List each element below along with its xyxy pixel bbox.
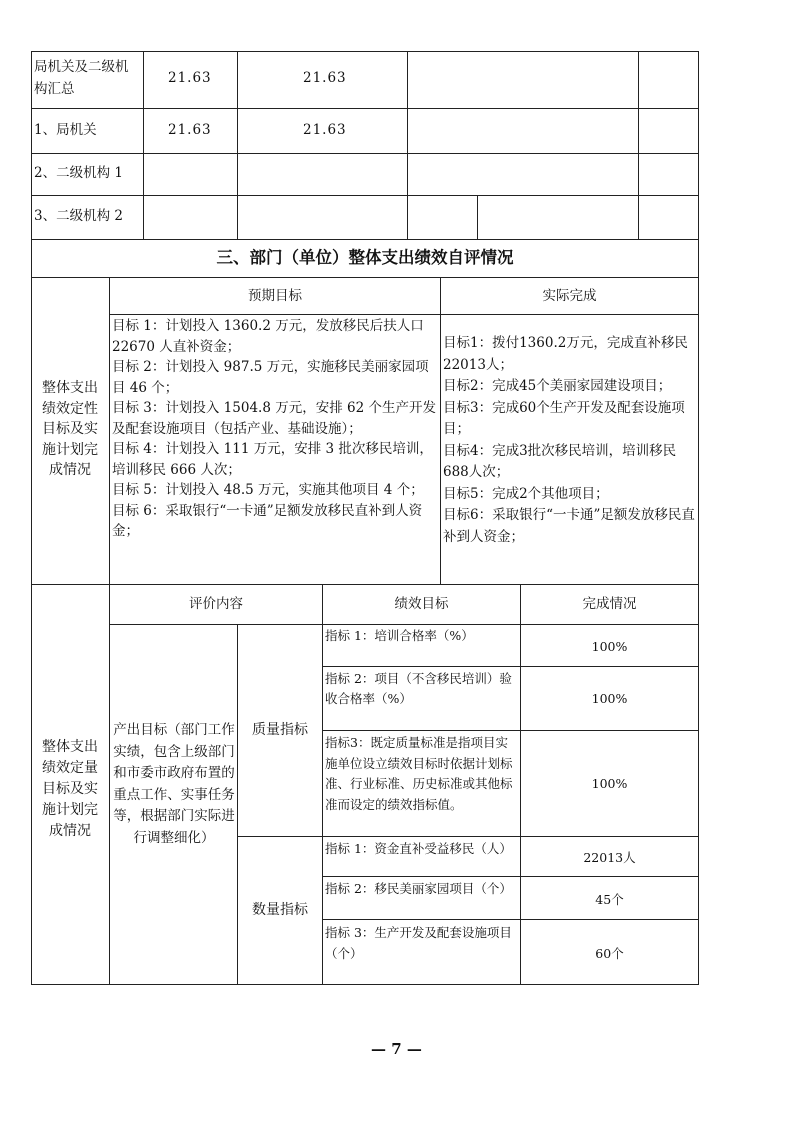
indicator-value: 100% [591,691,628,706]
list-item: 目标 1：计划投入 1360.2 万元，发放移民后扶人口 22670 人直补资金； [112,318,424,355]
table-rule [31,108,699,109]
quantity-indicator-label: 数量指标 [252,902,308,918]
budget-row-value: 21.63 [168,70,212,86]
list-item: 目标 3：计划投入 1504.8 万元，安排 62 个生产开发及配套设施项目（包括产业、基础设施）； [112,400,436,437]
list-item: 目标5：完成2个其他项目； [443,485,609,502]
table-rule [407,51,408,239]
indicator-value: 100% [591,776,628,791]
table-rule [31,584,699,585]
table-rule [109,584,110,985]
list-item: 目标 4：计划投入 111 万元，安排 3 批次移民培训，培训移民 666 人次； [112,441,433,478]
table-rule [31,153,699,154]
table-rule [109,624,699,625]
table-rule [638,51,639,239]
indicator-value: 100% [591,639,628,654]
column-header-content: 评价内容 [189,596,243,612]
column-header-target: 绩效目标 [394,596,449,612]
table-rule [322,584,323,985]
row-label-quantitative: 整体支出绩效定量目标及实施计划完成情况 [42,739,98,839]
budget-row-value: 21.63 [168,122,212,138]
budget-row-name: 1、局机关 [34,122,97,138]
list-item: 目标3：完成60个生产开发及配套设施项目； [443,399,685,437]
table-rule [109,277,110,584]
list-item: 目标2：完成45个美丽家园建设项目； [443,378,672,394]
section-title: 三、部门（单位）整体支出绩效自评情况 [216,248,514,267]
table-rule [440,277,441,584]
indicator-value: 22013人 [583,850,636,865]
table-rule [31,195,699,196]
output-target-label: 产出目标（部门工作实绩，包含上级部门和市委市政府布置的重点工作、实事任务等，根据部门实际进行调整细化） [113,722,235,846]
column-header-actual: 实际完成 [542,288,597,304]
indicator-value: 60个 [595,946,624,961]
table-rule [237,836,699,837]
indicator-name: 指标 1：培训合格率（%） [325,628,474,643]
actual-results-list [443,333,697,548]
row-label-qualitative: 整体支出绩效定性目标及实施计划完成情况 [42,380,98,478]
indicator-value: 45个 [595,892,624,907]
table-border [31,51,32,985]
table-border [698,51,699,985]
list-item: 目标 6：采取银行“一卡通”足额发放移民直补到人资金； [112,502,423,539]
table-rule [31,277,699,278]
budget-row-name: 3、二级机构 2 [34,208,123,224]
page-number: — 7 — [371,1040,422,1058]
expected-goals-list [112,316,439,542]
table-rule [237,624,238,985]
indicator-name: 指标 3：生产开发及配套设施项目（个） [325,925,512,961]
table-rule [109,314,699,315]
budget-row-name: 局机关及二级机构汇总 [34,59,129,97]
indicator-name: 指标 2：项目（不含移民培训）验收合格率（%） [325,671,512,706]
indicator-name: 指标 1：资金直补受益移民（人） [325,841,512,856]
budget-row-name: 2、二级机构 1 [34,165,123,181]
column-header-done: 完成情况 [582,596,637,612]
list-item: 目标6：采取银行“一卡通”足额发放移民直补到人资金； [443,507,695,545]
list-item: 目标4：完成3批次移民培训，培训移民688人次； [443,442,677,480]
budget-row-value: 21.63 [303,70,347,86]
list-item: 目标 5：计划投入 48.5 万元，实施其他项目 4 个； [112,482,424,498]
table-rule [31,51,699,52]
table-rule [322,919,699,920]
list-item: 目标 2：计划投入 987.5 万元，实施移民美丽家园项目 46 个； [112,359,429,396]
table-rule [143,51,144,239]
budget-row-value: 21.63 [303,122,347,138]
column-header-expected: 预期目标 [248,288,302,304]
table-rule [322,666,699,667]
list-item: 目标1：拨付1360.2万元，完成直补移民22013人； [443,335,688,373]
quality-indicator-label: 质量指标 [252,722,308,738]
table-rule [31,984,699,985]
indicator-name: 指标3：既定质量标准是指项目实施单位设立绩效目标时依据计划标准、行业标准、历史标准或其他标准而设定的绩效指标值。 [325,735,513,812]
table-rule [322,730,699,731]
table-rule [477,195,478,239]
indicator-name: 指标 2：移民美丽家园项目（个） [325,881,512,896]
table-rule [237,51,238,239]
table-rule [322,876,699,877]
